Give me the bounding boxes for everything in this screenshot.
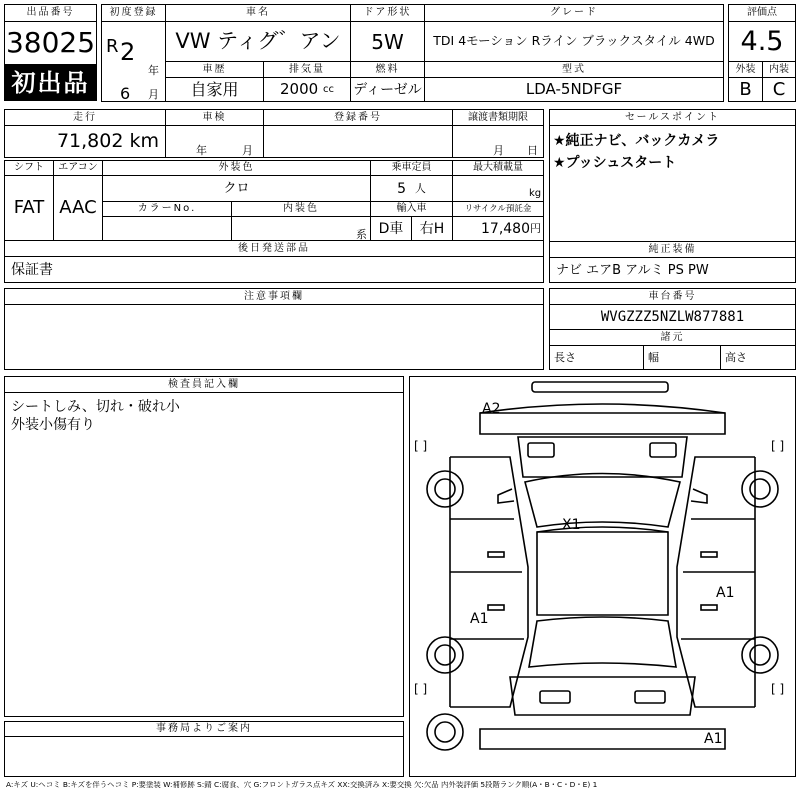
import-drive: D車 (370, 216, 412, 241)
color-number (102, 216, 232, 241)
inspection-year-unit: 年 (196, 144, 207, 157)
capacity-unit: 人 (414, 182, 426, 195)
exterior-color: クロ (102, 175, 371, 202)
lot-number-label: 出品番号 (4, 4, 97, 22)
registration-number-label: 登録番号 (263, 109, 453, 126)
mark-rear-left-door: A1 (470, 611, 489, 627)
notes-label: 注意事項欄 (4, 288, 544, 305)
recycle-fee-unit: 円 (530, 222, 541, 235)
equipment-label: 純正装備 (549, 241, 796, 258)
exterior-grade-label: 外装 (728, 61, 763, 78)
displacement: 2000 (280, 80, 319, 98)
dimensions-label: 諸元 (549, 329, 796, 346)
bracket-left-1: [ ] (414, 439, 428, 453)
capacity-label: 乗車定員 (370, 160, 453, 176)
mileage: 71,802 km (4, 125, 166, 158)
transfer-deadline-label: 譲渡書類期限 (452, 109, 544, 126)
first-registration-cell (101, 21, 166, 102)
inspector-notes-area (4, 392, 404, 717)
interior-color-label: 内装色 (231, 201, 371, 217)
fuel: ディーゼル (350, 77, 425, 102)
history: 自家用 (165, 77, 264, 102)
transfer-day-unit: 日 (527, 144, 538, 157)
shift: FAT (4, 175, 54, 241)
sales-points-area (549, 125, 796, 242)
car-name: VW ティグ゛アン (165, 21, 351, 62)
displacement-unit: cc (322, 83, 334, 95)
displacement-label: 排気量 (263, 61, 351, 78)
recycle-fee-cell (452, 216, 544, 241)
mileage-label: 走行 (4, 109, 166, 126)
equipment: ナビ エアB アルミ PS PW (549, 257, 796, 283)
chassis-number-label: 車台番号 (549, 288, 796, 305)
mark-rear-bumper: A1 (704, 731, 723, 747)
model-code: LDA-5NDFGF (424, 77, 724, 102)
history-label: 車歴 (165, 61, 264, 78)
office-notice-area (4, 736, 404, 777)
import-side: 右H (411, 216, 453, 241)
car-name-label: 車名 (165, 4, 351, 22)
registration-month: 6 (120, 84, 131, 102)
exterior-color-label: 外装色 (102, 160, 371, 176)
sales-point-2: ★プッシュスタート (553, 155, 677, 171)
door-type-label: ドア形状 (350, 4, 425, 22)
ac: AAC (53, 175, 103, 241)
inspection-label: 車検 (165, 109, 264, 126)
recycle-fee: 17,480 (481, 220, 530, 237)
exterior-grade: B (728, 77, 763, 102)
lot-number: 38025 (4, 21, 97, 65)
mark-front-bumper: A2 (482, 401, 501, 417)
office-notice-label: 事務局よりご案内 (4, 721, 404, 737)
grade: TDI 4モーション Rライン ブラックスタイル 4WD (424, 21, 724, 62)
inspection-cell (165, 125, 264, 158)
grade-label: グレード (424, 4, 724, 22)
first-listing-badge: 初出品 (4, 64, 97, 101)
registration-number (263, 125, 453, 158)
bracket-left-2: [ ] (414, 682, 428, 696)
width-label: 幅 (643, 345, 721, 370)
recycle-fee-label: リサイクル預託金 (452, 201, 544, 217)
color-number-label: カラーNo. (102, 201, 232, 217)
transfer-month-unit: 月 (493, 144, 504, 157)
first-registration-label: 初度登録 (101, 4, 166, 22)
damage-code-legend: A:キズ U:ヘコミ B:キズを伴うヘコミ P:要塗装 W:補修跡 S:錆 C:腐食、穴 G:フロントガラス点キズ XX:交換済み X:要交換 欠:欠品 内外装評価 5段階ランク順(A・B・C・D・E) 1 (6, 781, 598, 789)
month-unit: 月 (148, 88, 159, 101)
door-type: 5W (350, 21, 425, 62)
capacity-cell (370, 175, 453, 202)
shift-label: シフト (4, 160, 54, 176)
fuel-label: 燃料 (350, 61, 425, 78)
inspector-line-2: 外装小傷有り (11, 417, 95, 433)
damage-diagram (409, 376, 796, 777)
ac-label: エアコン (53, 160, 103, 176)
bracket-right-1: [ ] (771, 439, 785, 453)
later-parts: 保証書 (4, 256, 544, 283)
later-parts-label: 後日発送部品 (4, 240, 544, 257)
sales-points-label: セールスポイント (549, 109, 796, 126)
notes-area (4, 304, 544, 370)
mark-roof: X1 (562, 517, 581, 533)
car-outline-svg (410, 377, 795, 776)
inspector-notes-label: 検査員記入欄 (4, 376, 404, 393)
max-load-cell (452, 175, 544, 202)
score-label: 評価点 (728, 4, 796, 22)
inspection-month-unit: 月 (242, 144, 253, 157)
model-code-label: 型式 (424, 61, 724, 78)
year-unit: 年 (148, 64, 159, 77)
interior-grade-label: 内装 (762, 61, 796, 78)
length-label: 長さ (549, 345, 644, 370)
interior-color-cell (231, 216, 371, 241)
displacement-cell (263, 77, 351, 102)
chassis-number: WVGZZZ5NZLW877881 (549, 304, 796, 330)
inspector-line-1: シートしみ、切れ・破れ小 (11, 399, 180, 415)
transfer-deadline-cell (452, 125, 544, 158)
max-load-label: 最大積載量 (452, 160, 544, 176)
bracket-right-2: [ ] (771, 682, 785, 696)
height-label: 高さ (720, 345, 796, 370)
max-load-unit: kg (529, 188, 542, 199)
interior-color-suffix: 系 (356, 228, 367, 241)
interior-grade: C (762, 77, 796, 102)
mark-rear-right-door: A1 (716, 585, 735, 601)
era: R (106, 36, 119, 57)
registration-year: 2 (120, 38, 136, 66)
capacity: 5 (397, 180, 406, 197)
import-car-label: 輸入車 (370, 201, 453, 217)
sales-point-1: ★純正ナビ、バックカメラ (553, 133, 720, 149)
score: 4.5 (728, 21, 796, 62)
